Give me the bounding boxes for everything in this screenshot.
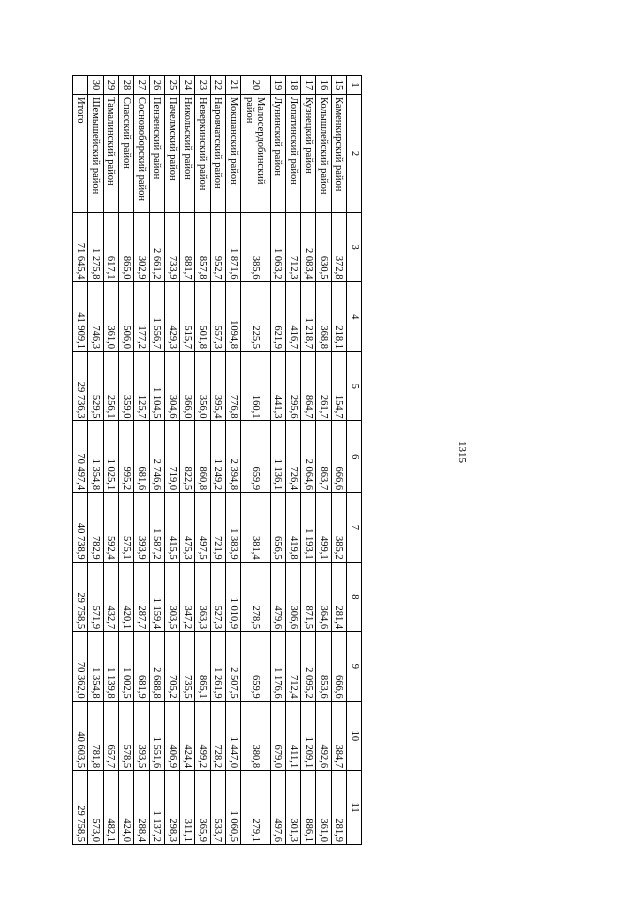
value-cell: 497,6 bbox=[270, 771, 285, 845]
value-cell: 705,2 bbox=[164, 632, 179, 702]
value-cell: 295,6 bbox=[285, 351, 300, 421]
value-cell: 479,6 bbox=[270, 562, 285, 632]
value-cell: 721,9 bbox=[210, 493, 225, 563]
row-number-cell: 26 bbox=[149, 76, 164, 95]
district-name-cell: Лопатинский район bbox=[285, 94, 300, 212]
page-number: 1315 bbox=[456, 441, 468, 463]
row-number-cell: 30 bbox=[88, 76, 103, 95]
column-header: 8 bbox=[347, 562, 362, 632]
value-cell: 1 060,5 bbox=[226, 771, 241, 845]
column-header: 10 bbox=[347, 701, 362, 771]
column-header: 9 bbox=[347, 632, 362, 702]
table-row bbox=[301, 76, 316, 845]
value-cell: 746,3 bbox=[88, 282, 103, 352]
district-name-cell: Спасский район bbox=[119, 94, 134, 212]
value-cell: 995,2 bbox=[119, 421, 134, 493]
value-cell: 225,5 bbox=[241, 282, 270, 352]
value-cell: 302,9 bbox=[134, 212, 149, 282]
column-header: 1 bbox=[347, 76, 362, 95]
value-cell: 863,7 bbox=[316, 421, 331, 493]
value-cell: 482,1 bbox=[103, 771, 118, 845]
value-cell: 1 354,8 bbox=[88, 632, 103, 702]
value-cell: 361,0 bbox=[316, 771, 331, 845]
value-cell: 853,6 bbox=[316, 632, 331, 702]
value-cell: 177,2 bbox=[134, 282, 149, 352]
value-cell: 679,0 bbox=[270, 701, 285, 771]
value-cell: 499,2 bbox=[195, 701, 210, 771]
row-number-cell: 20 bbox=[241, 76, 270, 95]
value-cell: 2 083,4 bbox=[301, 212, 316, 282]
table-row bbox=[241, 76, 270, 845]
value-cell: 864,7 bbox=[301, 351, 316, 421]
value-cell: 497,5 bbox=[195, 493, 210, 563]
row-number-cell bbox=[73, 76, 88, 95]
value-cell: 154,7 bbox=[331, 351, 346, 421]
value-cell: 424,4 bbox=[180, 701, 195, 771]
value-cell: 865,1 bbox=[195, 632, 210, 702]
value-cell: 279,1 bbox=[241, 771, 270, 845]
value-cell: 529,5 bbox=[88, 351, 103, 421]
budget-table bbox=[72, 75, 362, 845]
value-cell: 160,1 bbox=[241, 351, 270, 421]
value-cell: 2 661,2 bbox=[149, 212, 164, 282]
row-number-cell: 23 bbox=[195, 76, 210, 95]
value-cell: 393,5 bbox=[134, 701, 149, 771]
value-cell: 70 497,4 bbox=[73, 421, 88, 493]
value-cell: 415,5 bbox=[164, 493, 179, 563]
value-cell: 733,9 bbox=[164, 212, 179, 282]
district-name-cell: Кузнецкий район bbox=[301, 94, 316, 212]
value-cell: 1 176,6 bbox=[270, 632, 285, 702]
value-cell: 372,8 bbox=[331, 212, 346, 282]
column-header: 6 bbox=[347, 421, 362, 493]
value-cell: 719,0 bbox=[164, 421, 179, 493]
value-cell: 298,3 bbox=[164, 771, 179, 845]
value-cell: 419,8 bbox=[285, 493, 300, 563]
column-header: 5 bbox=[347, 351, 362, 421]
value-cell: 782,9 bbox=[88, 493, 103, 563]
value-cell: 776,8 bbox=[226, 351, 241, 421]
value-cell: 306,6 bbox=[285, 562, 300, 632]
district-name-cell: Лунинский район bbox=[270, 94, 285, 212]
district-name-cell: Итого bbox=[73, 94, 88, 212]
value-cell: 441,3 bbox=[270, 351, 285, 421]
value-cell: 40 738,9 bbox=[73, 493, 88, 563]
value-cell: 1 010,9 bbox=[226, 562, 241, 632]
column-header: 11 bbox=[347, 771, 362, 845]
value-cell: 385,6 bbox=[241, 212, 270, 282]
value-cell: 29 736,3 bbox=[73, 351, 88, 421]
value-cell: 429,3 bbox=[164, 282, 179, 352]
value-cell: 515,7 bbox=[180, 282, 195, 352]
value-cell: 506,0 bbox=[119, 282, 134, 352]
value-cell: 2 746,6 bbox=[149, 421, 164, 493]
value-cell: 311,1 bbox=[180, 771, 195, 845]
row-number-cell: 25 bbox=[164, 76, 179, 95]
value-cell: 728,2 bbox=[210, 701, 225, 771]
value-cell: 1 261,9 bbox=[210, 632, 225, 702]
value-cell: 881,7 bbox=[180, 212, 195, 282]
table-row bbox=[180, 76, 195, 845]
value-cell: 712,3 bbox=[285, 212, 300, 282]
value-cell: 822,5 bbox=[180, 421, 195, 493]
value-cell: 621,9 bbox=[270, 282, 285, 352]
value-cell: 726,4 bbox=[285, 421, 300, 493]
district-name-cell: Наровчатский район bbox=[210, 94, 225, 212]
table-row bbox=[149, 76, 164, 845]
value-cell: 871,5 bbox=[301, 562, 316, 632]
value-cell: 1 587,2 bbox=[149, 493, 164, 563]
row-number-cell: 19 bbox=[270, 76, 285, 95]
value-cell: 659,9 bbox=[241, 421, 270, 493]
table-row bbox=[134, 76, 149, 845]
value-cell: 501,8 bbox=[195, 282, 210, 352]
table-row bbox=[210, 76, 225, 845]
value-cell: 2 507,5 bbox=[226, 632, 241, 702]
value-cell: 364,6 bbox=[316, 562, 331, 632]
column-header: 4 bbox=[347, 282, 362, 352]
table-row bbox=[331, 76, 346, 845]
district-name-cell: Малосердобинский район bbox=[241, 94, 270, 212]
value-cell: 356,0 bbox=[195, 351, 210, 421]
value-cell: 865,0 bbox=[119, 212, 134, 282]
table-row bbox=[226, 76, 241, 845]
row-number-cell: 28 bbox=[119, 76, 134, 95]
row-number-cell: 17 bbox=[301, 76, 316, 95]
value-cell: 557,3 bbox=[210, 282, 225, 352]
value-cell: 281,9 bbox=[331, 771, 346, 845]
value-cell: 29 758,5 bbox=[73, 771, 88, 845]
value-cell: 256,1 bbox=[103, 351, 118, 421]
value-cell: 659,9 bbox=[241, 632, 270, 702]
value-cell: 492,6 bbox=[316, 701, 331, 771]
value-cell: 29 758,5 bbox=[73, 562, 88, 632]
value-cell: 420,1 bbox=[119, 562, 134, 632]
district-name-cell: Каменкирский район bbox=[331, 94, 346, 212]
column-header: 2 bbox=[347, 94, 362, 212]
value-cell: 368,8 bbox=[316, 282, 331, 352]
value-cell: 666,6 bbox=[331, 632, 346, 702]
value-cell: 380,8 bbox=[241, 701, 270, 771]
value-cell: 666,6 bbox=[331, 421, 346, 493]
value-cell: 1 551,6 bbox=[149, 701, 164, 771]
value-cell: 288,4 bbox=[134, 771, 149, 845]
header-row bbox=[347, 76, 362, 845]
value-cell: 301,3 bbox=[285, 771, 300, 845]
row-number-cell: 15 bbox=[331, 76, 346, 95]
value-cell: 657,7 bbox=[103, 701, 118, 771]
column-header: 3 bbox=[347, 212, 362, 282]
value-cell: 475,3 bbox=[180, 493, 195, 563]
value-cell: 1 002,5 bbox=[119, 632, 134, 702]
value-cell: 592,4 bbox=[103, 493, 118, 563]
district-name-cell: Тамалинский район bbox=[103, 94, 118, 212]
value-cell: 384,7 bbox=[331, 701, 346, 771]
district-name-cell: Колышлейский район bbox=[316, 94, 331, 212]
value-cell: 125,7 bbox=[134, 351, 149, 421]
table-row bbox=[316, 76, 331, 845]
row-number-cell: 29 bbox=[103, 76, 118, 95]
value-cell: 365,9 bbox=[195, 771, 210, 845]
value-cell: 681,6 bbox=[134, 421, 149, 493]
value-cell: 1 025,1 bbox=[103, 421, 118, 493]
value-cell: 261,7 bbox=[316, 351, 331, 421]
value-cell: 499,1 bbox=[316, 493, 331, 563]
value-cell: 527,3 bbox=[210, 562, 225, 632]
value-cell: 1 104,5 bbox=[149, 351, 164, 421]
district-name-cell: Пензенский район bbox=[149, 94, 164, 212]
table-row bbox=[285, 76, 300, 845]
district-name-cell: Шемышейский район bbox=[88, 94, 103, 212]
value-cell: 1 137,2 bbox=[149, 771, 164, 845]
value-cell: 617,1 bbox=[103, 212, 118, 282]
value-cell: 1 354,8 bbox=[88, 421, 103, 493]
table-row bbox=[103, 76, 118, 845]
rotated-table-wrapper bbox=[72, 75, 362, 845]
value-cell: 40 603,5 bbox=[73, 701, 88, 771]
value-cell: 218,1 bbox=[331, 282, 346, 352]
column-header: 7 bbox=[347, 493, 362, 563]
value-cell: 781,8 bbox=[88, 701, 103, 771]
value-cell: 857,8 bbox=[195, 212, 210, 282]
value-cell: 681,9 bbox=[134, 632, 149, 702]
value-cell: 578,5 bbox=[119, 701, 134, 771]
value-cell: 366,0 bbox=[180, 351, 195, 421]
value-cell: 1094,8 bbox=[226, 282, 241, 352]
value-cell: 1 159,4 bbox=[149, 562, 164, 632]
value-cell: 1 063,2 bbox=[270, 212, 285, 282]
value-cell: 1 209,1 bbox=[301, 701, 316, 771]
value-cell: 735,5 bbox=[180, 632, 195, 702]
value-cell: 1 447,0 bbox=[226, 701, 241, 771]
value-cell: 406,9 bbox=[164, 701, 179, 771]
value-cell: 575,1 bbox=[119, 493, 134, 563]
value-cell: 571,9 bbox=[88, 562, 103, 632]
row-number-cell: 27 bbox=[134, 76, 149, 95]
district-name-cell: Сосновоборский район bbox=[134, 94, 149, 212]
value-cell: 304,6 bbox=[164, 351, 179, 421]
value-cell: 860,8 bbox=[195, 421, 210, 493]
row-number-cell: 22 bbox=[210, 76, 225, 95]
value-cell: 393,9 bbox=[134, 493, 149, 563]
value-cell: 1 383,9 bbox=[226, 493, 241, 563]
value-cell: 1 193,1 bbox=[301, 493, 316, 563]
table-row bbox=[88, 76, 103, 845]
value-cell: 656,5 bbox=[270, 493, 285, 563]
value-cell: 2 095,2 bbox=[301, 632, 316, 702]
value-cell: 1 871,6 bbox=[226, 212, 241, 282]
value-cell: 424,0 bbox=[119, 771, 134, 845]
row-number-cell: 18 bbox=[285, 76, 300, 95]
value-cell: 395,4 bbox=[210, 351, 225, 421]
value-cell: 1 275,8 bbox=[88, 212, 103, 282]
district-name-cell: Неверкинский район bbox=[195, 94, 210, 212]
value-cell: 41 909,1 bbox=[73, 282, 88, 352]
value-cell: 361,0 bbox=[103, 282, 118, 352]
value-cell: 287,7 bbox=[134, 562, 149, 632]
value-cell: 381,4 bbox=[241, 493, 270, 563]
value-cell: 70 362,0 bbox=[73, 632, 88, 702]
table-viewport bbox=[72, 75, 362, 845]
value-cell: 411,1 bbox=[285, 701, 300, 771]
district-name-cell: Никольский район bbox=[180, 94, 195, 212]
value-cell: 533,7 bbox=[210, 771, 225, 845]
value-cell: 359,0 bbox=[119, 351, 134, 421]
value-cell: 2 394,8 bbox=[226, 421, 241, 493]
table-body bbox=[73, 76, 347, 845]
value-cell: 363,3 bbox=[195, 562, 210, 632]
row-number-cell: 16 bbox=[316, 76, 331, 95]
value-cell: 347,2 bbox=[180, 562, 195, 632]
value-cell: 1 249,2 bbox=[210, 421, 225, 493]
table-row bbox=[195, 76, 210, 845]
table-header bbox=[347, 76, 362, 845]
value-cell: 303,5 bbox=[164, 562, 179, 632]
value-cell: 2 688,8 bbox=[149, 632, 164, 702]
district-name-cell: Мокшанский район bbox=[226, 94, 241, 212]
value-cell: 278,5 bbox=[241, 562, 270, 632]
value-cell: 886,1 bbox=[301, 771, 316, 845]
value-cell: 1 139,8 bbox=[103, 632, 118, 702]
value-cell: 432,7 bbox=[103, 562, 118, 632]
value-cell: 385,2 bbox=[331, 493, 346, 563]
district-name-cell: Пачелмский район bbox=[164, 94, 179, 212]
value-cell: 630,5 bbox=[316, 212, 331, 282]
value-cell: 712,4 bbox=[285, 632, 300, 702]
value-cell: 1 556,7 bbox=[149, 282, 164, 352]
table-row bbox=[270, 76, 285, 845]
table-row bbox=[73, 76, 88, 845]
table-row bbox=[119, 76, 134, 845]
row-number-cell: 24 bbox=[180, 76, 195, 95]
value-cell: 2 064,6 bbox=[301, 421, 316, 493]
value-cell: 281,4 bbox=[331, 562, 346, 632]
value-cell: 1 136,1 bbox=[270, 421, 285, 493]
row-number-cell: 21 bbox=[226, 76, 241, 95]
value-cell: 1 218,7 bbox=[301, 282, 316, 352]
value-cell: 71 645,4 bbox=[73, 212, 88, 282]
table-row bbox=[164, 76, 179, 845]
value-cell: 416,7 bbox=[285, 282, 300, 352]
value-cell: 952,7 bbox=[210, 212, 225, 282]
value-cell: 573,0 bbox=[88, 771, 103, 845]
